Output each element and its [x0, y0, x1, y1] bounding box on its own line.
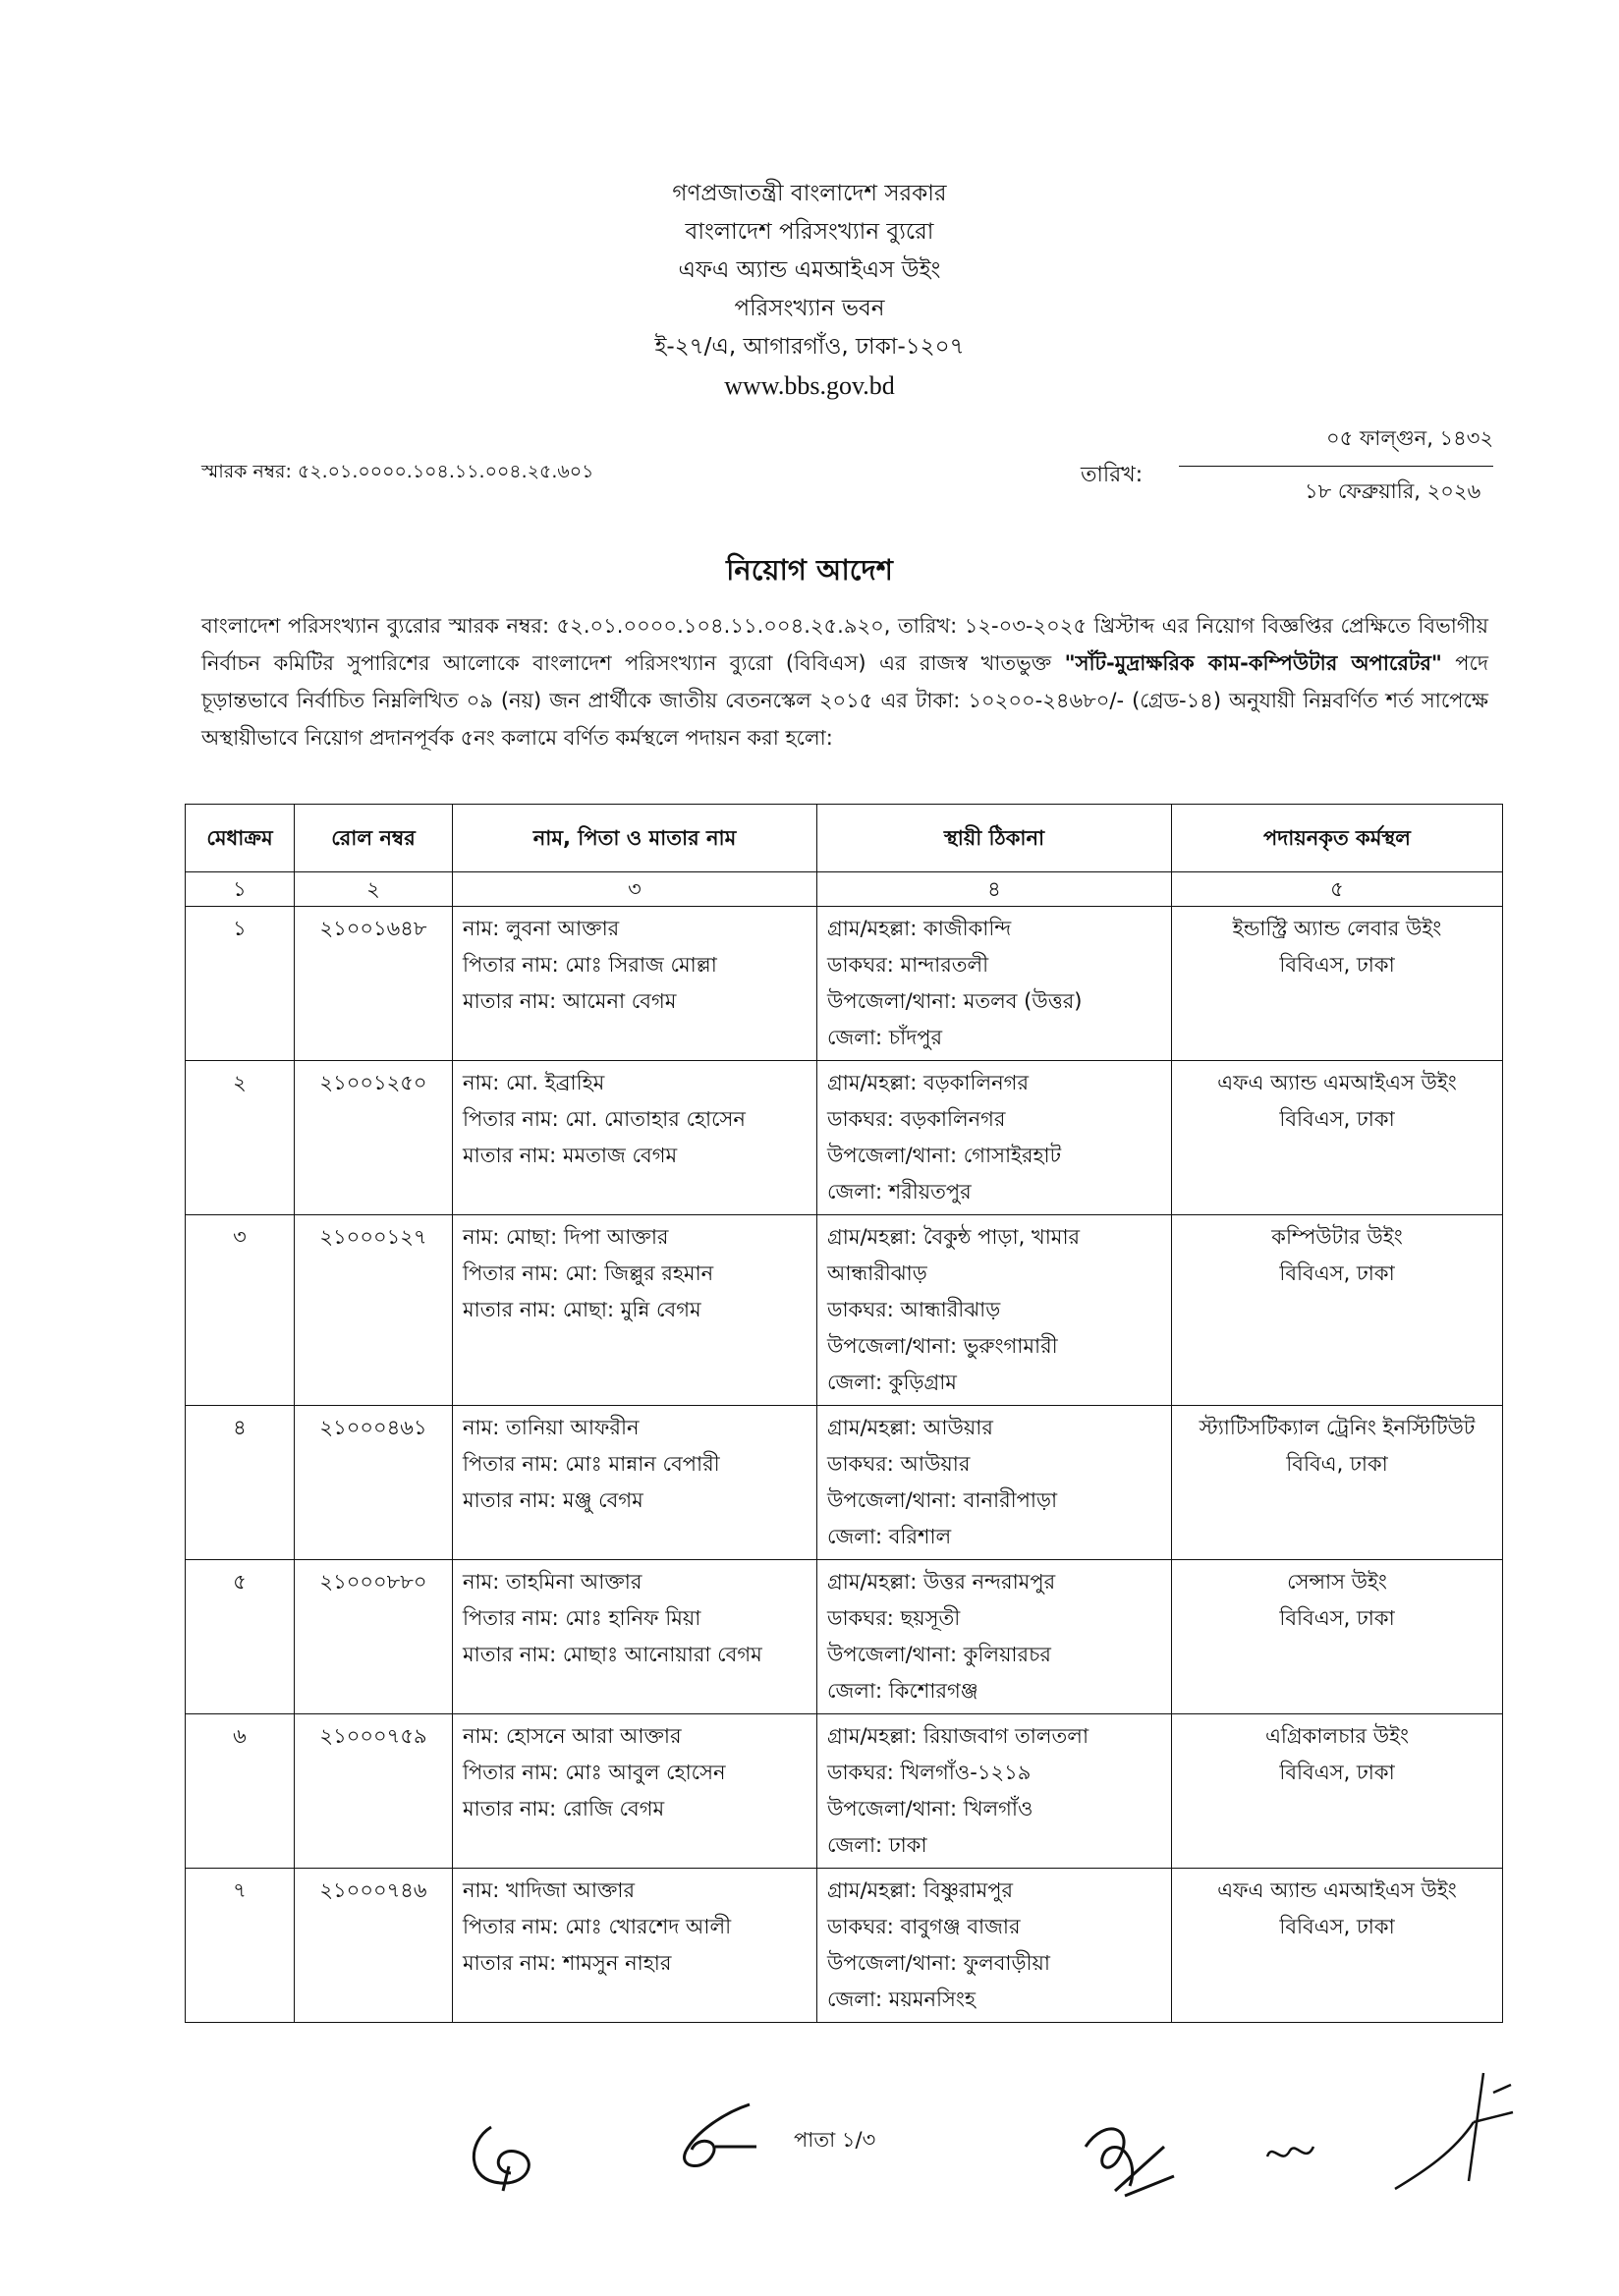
roll-cell: ২১০০০৭৪৬	[295, 1869, 453, 2023]
posting-cell	[1172, 1714, 1503, 1869]
building-name: পরিসংখ্যান ভবন	[734, 296, 885, 321]
address-line: উপজেলা/থানা: বানারীপাড়া	[827, 1488, 1058, 1512]
website-link[interactable]: www.bbs.gov.bd	[724, 371, 895, 400]
order-paragraph	[201, 607, 1488, 756]
address-line: উপজেলা/থানা: গোসাইরহাট	[827, 1144, 1062, 1167]
name-line: পিতার নাম: মোঃ হানিফ মিয়া	[463, 1606, 701, 1630]
posting-cell	[1172, 907, 1503, 1061]
col-number: ৫	[1172, 872, 1503, 907]
order-text-part2: পদে চূড়ান্তভাবে নির্বাচিত নিম্নলিখিত ০৯ (নয়) জন প্রার্থীকে জাতীয় বেতনস্কেল ২০১৫ এর টাকা: ১০২০০-২৪৬৮০/- (গ্রেড-১৪) অনুযায়ী নিম্নবর্ণিত শর্ত সাপেক্ষে অস্থায়ীভাবে নিয়োগ প্রদানপূর্বক ৫নং কলামে বর্ণিত কর্মস্থলে পদায়ন করা হলো:	[201, 651, 1488, 750]
address-cell	[817, 1215, 1172, 1406]
merit-cell: ৪	[186, 1406, 295, 1560]
name-cell	[453, 1560, 817, 1714]
posting-cell	[1172, 1215, 1503, 1406]
letterhead	[0, 175, 1619, 405]
roll-cell: ২১০০০৪৬১	[295, 1406, 453, 1560]
name-line: মাতার নাম: মমতাজ বেগম	[463, 1144, 678, 1167]
posting-cell	[1172, 1406, 1503, 1560]
header-address: স্থায়ী ঠিকানা	[817, 805, 1172, 872]
address-line: গ্রাম/মহল্লা: বৈকুন্ঠ পাড়া, খামার আন্ধারীঝাড়	[827, 1225, 1081, 1285]
name-line: পিতার নাম: মোঃ খোরশেদ আলী	[463, 1915, 732, 1938]
roll-cell: ২১০০০৮৮০	[295, 1560, 453, 1714]
address-line: গ্রাম/মহল্লা: বড়কালিনগর	[827, 1071, 1029, 1094]
name-line: নাম: হোসনে আরা আক্তার	[463, 1724, 682, 1748]
merit-cell: ৬	[186, 1714, 295, 1869]
address-line: ডাকঘর: বড়কালিনগর	[827, 1107, 1006, 1131]
post-name: "সাঁট-মুদ্রাক্ষরিক কাম-কম্পিউটার অপারেটর"	[1064, 651, 1442, 675]
name-line: মাতার নাম: মোছা: মুন্নি বেগম	[463, 1298, 701, 1321]
address-cell	[817, 1869, 1172, 2023]
address-line: ডাকঘর: আউয়ার	[827, 1452, 971, 1476]
posting-line: সেন্সাস উইং	[1287, 1570, 1387, 1594]
header-name: নাম, পিতা ও মাতার নাম	[453, 805, 817, 872]
address-line: উপজেলা/থানা: ফুলবাড়ীয়া	[827, 1951, 1050, 1975]
address: ই-২৭/এ, আগারগাঁও, ঢাকা-১২০৭	[654, 334, 965, 360]
name-cell	[453, 907, 817, 1061]
signature-initial-2	[656, 2093, 764, 2181]
roll-cell: ২১০০০৭৫৯	[295, 1714, 453, 1869]
posting-line: এফএ অ্যান্ড এমআইএস উইং	[1217, 1071, 1457, 1094]
address-line: ডাকঘর: ছয়সূতী	[827, 1606, 961, 1630]
name-cell	[453, 1406, 817, 1560]
address-cell	[817, 1406, 1172, 1560]
page-title: নিয়োগ আদেশ	[726, 553, 893, 587]
appointment-table	[185, 804, 1503, 2023]
name-cell	[453, 1061, 817, 1215]
date-label: তারিখ:	[1081, 463, 1144, 487]
page-number: পাতা ১/৩	[794, 2128, 876, 2152]
header-merit: মেধাক্রম	[186, 805, 295, 872]
name-line: মাতার নাম: মঞ্জু বেগম	[463, 1488, 643, 1512]
address-line: ডাকঘর: আন্ধারীঝাড়	[827, 1298, 1001, 1321]
table-row	[186, 1215, 1503, 1406]
table-row	[186, 1869, 1503, 2023]
address-line: গ্রাম/মহল্লা: রিয়াজবাগ তালতলা	[827, 1724, 1089, 1748]
posting-cell	[1172, 1061, 1503, 1215]
address-line: উপজেলা/থানা: খিলগাঁও	[827, 1797, 1033, 1820]
posting-line: বিবিএস, ঢাকা	[1279, 1261, 1395, 1285]
name-line: নাম: লুবনা আক্তার	[463, 917, 620, 940]
date-bangla: ০৫ ফাল্গুন, ১৪৩২	[1326, 426, 1494, 450]
memo-number: স্মারক নম্বর: ৫২.০১.০০০০.১০৪.১১.০০৪.২৫.৬০১	[201, 461, 594, 482]
name-line: নাম: তাহমিনা আক্তার	[463, 1570, 642, 1594]
signature-5	[1375, 2063, 1523, 2201]
posting-line: বিবিএস, ঢাকা	[1279, 1606, 1395, 1630]
address-line: জেলা: শরীয়তপুর	[827, 1180, 972, 1204]
address-line: জেলা: কুড়িগ্রাম	[827, 1371, 957, 1394]
name-line: মাতার নাম: আমেনা বেগম	[463, 989, 677, 1013]
table-row	[186, 1061, 1503, 1215]
merit-cell: ৭	[186, 1869, 295, 2023]
table-row	[186, 1560, 1503, 1714]
name-line: পিতার নাম: মো. মোতাহার হোসেন	[463, 1107, 746, 1131]
address-cell	[817, 907, 1172, 1061]
name-line: নাম: মোছা: দিপা আক্তার	[463, 1225, 669, 1249]
address-line: গ্রাম/মহল্লা: উত্তর নন্দরামপুর	[827, 1570, 1056, 1594]
col-number: ১	[186, 872, 295, 907]
merit-cell: ১	[186, 907, 295, 1061]
posting-line: কম্পিউটার উইং	[1271, 1225, 1403, 1249]
name-cell	[453, 1714, 817, 1869]
signature-initial-1	[462, 2112, 550, 2201]
posting-cell	[1172, 1560, 1503, 1714]
merit-cell: ৩	[186, 1215, 295, 1406]
name-line: পিতার নাম: মোঃ সিরাজ মোল্লা	[463, 953, 717, 977]
address-line: ডাকঘর: মান্দারতলী	[827, 953, 989, 977]
name-line: নাম: মো. ইব্রাহিম	[463, 1071, 605, 1094]
name-cell	[453, 1215, 817, 1406]
posting-line: বিবিএস, ঢাকা	[1279, 1107, 1395, 1131]
name-line: পিতার নাম: মোঃ মান্নান বেপারী	[463, 1452, 720, 1476]
address-cell	[817, 1714, 1172, 1869]
posting-line: বিবিএস, ঢাকা	[1279, 953, 1395, 977]
address-line: জেলা: বরিশাল	[827, 1525, 952, 1548]
name-cell	[453, 1869, 817, 2023]
posting-line: বিবিএস, ঢাকা	[1279, 1761, 1395, 1784]
name-line: নাম: খাদিজা আক্তার	[463, 1878, 636, 1902]
address-line: জেলা: ময়মনসিংহ	[827, 1988, 976, 2011]
col-number: ৩	[453, 872, 817, 907]
posting-line: এগ্রিকালচার উইং	[1264, 1724, 1410, 1748]
posting-line: বিবিএস, ঢাকা	[1279, 1915, 1395, 1938]
address-line: ডাকঘর: খিলগাঁও-১২১৯	[827, 1761, 1032, 1784]
address-line: উপজেলা/থানা: ভুরুংগামারী	[827, 1334, 1058, 1358]
signature-4	[1262, 2137, 1321, 2176]
table-row	[186, 1406, 1503, 1560]
signature-3	[1066, 2107, 1184, 2206]
merit-cell: ২	[186, 1061, 295, 1215]
date-english: ১৮ ফেব্রুয়ারি, ২০২৬	[1305, 479, 1481, 503]
address-line: জেলা: ঢাকা	[827, 1833, 927, 1857]
name-line: পিতার নাম: মোঃ আবুল হোসেন	[463, 1761, 726, 1784]
date-divider	[1179, 466, 1493, 467]
address-line: গ্রাম/মহল্লা: কাজীকান্দি	[827, 917, 1012, 940]
address-line: উপজেলা/থানা: কুলিয়ারচর	[827, 1643, 1051, 1666]
table-header-row	[186, 805, 1503, 872]
address-cell	[817, 1560, 1172, 1714]
table-row	[186, 1714, 1503, 1869]
table-row	[186, 907, 1503, 1061]
header-posting: পদায়নকৃত কর্মস্থল	[1172, 805, 1503, 872]
govt-name: গণপ্রজাতন্ত্রী বাংলাদেশ সরকার	[672, 181, 947, 206]
address-line: গ্রাম/মহল্লা: আউয়ার	[827, 1416, 993, 1439]
posting-line: এফএ অ্যান্ড এমআইএস উইং	[1217, 1878, 1457, 1902]
posting-line: ইন্ডাস্ট্রি অ্যান্ড লেবার উইং	[1232, 917, 1442, 940]
address-line: ডাকঘর: বাবুগঞ্জ বাজার	[827, 1915, 1021, 1938]
name-line: পিতার নাম: মো: জিল্লুর রহমান	[463, 1261, 714, 1285]
roll-cell: ২১০০১৬৪৮	[295, 907, 453, 1061]
address-line: গ্রাম/মহল্লা: বিষ্ণুরামপুর	[827, 1878, 1014, 1902]
header-roll: রোল নম্বর	[295, 805, 453, 872]
bureau-name: বাংলাদেশ পরিসংখ্যান ব্যুরো	[685, 219, 934, 245]
address-line: জেলা: চাঁদপুর	[827, 1026, 943, 1049]
wing-name: এফএ অ্যান্ড এমআইএস উইং	[678, 257, 941, 283]
col-number: ২	[295, 872, 453, 907]
merit-cell: ৫	[186, 1560, 295, 1714]
roll-cell: ২১০০০১২৭	[295, 1215, 453, 1406]
name-line: মাতার নাম: শামসুন নাহার	[463, 1951, 672, 1975]
address-cell	[817, 1061, 1172, 1215]
col-number: ৪	[817, 872, 1172, 907]
column-number-row	[186, 872, 1503, 907]
posting-line: স্ট্যাটিসটিক্যাল ট্রেনিং ইনস্টিটিউট	[1199, 1416, 1476, 1439]
name-line: মাতার নাম: রোজি বেগম	[463, 1797, 665, 1820]
name-line: নাম: তানিয়া আফরীন	[463, 1416, 640, 1439]
name-line: মাতার নাম: মোছাঃ আনোয়ারা বেগম	[463, 1643, 762, 1666]
posting-cell	[1172, 1869, 1503, 2023]
order-text-part1: বাংলাদেশ পরিসংখ্যান ব্যুরোর স্মারক নম্বর: ৫২.০১.০০০০.১০৪.১১.০০৪.২৫.৯২০, তারিখ: ১২-০৩-২০২৫ খ্রিস্টাব্দ এর নিয়োগ বিজ্ঞপ্তির প্রেক্ষিতে বিভাগীয় নির্বাচন কমিটির সুপারিশের আলোকে বাংলাদেশ পরিসংখ্যান ব্যুরো (বিবিএস) এর রাজস্ব খাতভুক্ত	[201, 614, 1488, 675]
address-line: জেলা: কিশোরগঞ্জ	[827, 1679, 978, 1703]
address-line: উপজেলা/থানা: মতলব (উত্তর)	[827, 989, 1083, 1013]
posting-line: বিবিএ, ঢাকা	[1286, 1452, 1388, 1476]
roll-cell: ২১০০১২৫০	[295, 1061, 453, 1215]
